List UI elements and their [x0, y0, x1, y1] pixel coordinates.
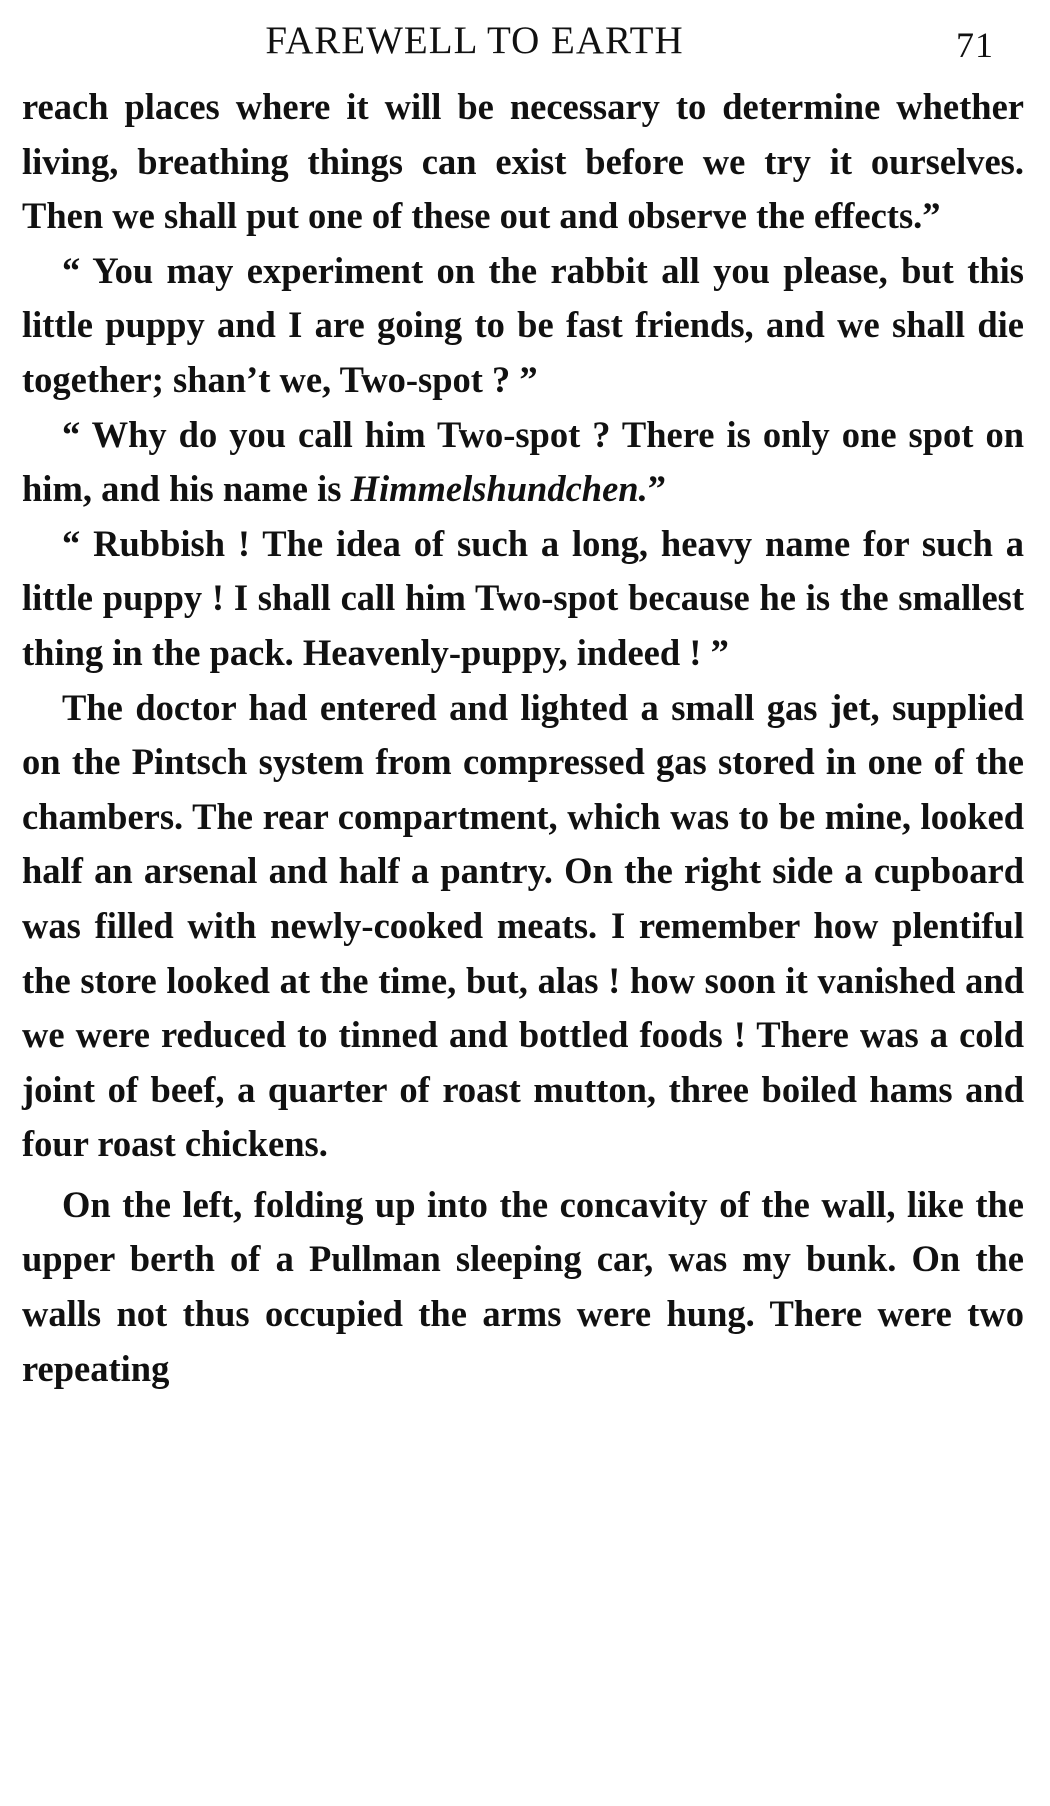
book-page: [22, 14, 1030, 1396]
paragraph-narrative-2: On the left, folding up into the concavity of the wall, like the upper berth of a Pullman sleeping car, was my bunk. On the walls not thus occupied the arms were hung. There were two repeating: [22, 1183, 1024, 1389]
running-header: [22, 14, 1030, 70]
closing-quote: ”: [647, 468, 666, 510]
paragraph-continued: reach places where it will be necessary to determine whether living, breathing things can exist before we try it ourselves. Then we shall put one of these out and observe the effects.”: [22, 86, 1024, 237]
paragraph-narrative-1: The doctor had entered and lighted a small gas jet, supplied on the Pintsch system from compressed gas stored in one of the chambers. The rear compartment, which was to be mine, looked half an arsenal and half a pantry. On the right side a cupboard was filled with newly-cooked meats. I remember how plentiful the store looked at the time, but, alas ! how soon it vanished and we were reduced to tinned and bottled foods ! There was a cold joint of beef, a quarter of roast mutton, three boiled hams and four roast chickens.: [22, 686, 1024, 1165]
page-number: 71: [956, 25, 994, 65]
paragraph-text: “ Why do you call him Two-spot ? There is only one spot on him, and his name is: [22, 413, 1024, 510]
paragraph-dialogue-2: [22, 408, 1024, 517]
running-title: FAREWELL TO EARTH: [265, 19, 684, 62]
italic-dog-name: Himmelshundchen.: [350, 468, 648, 510]
paragraph-dialogue-3: “ Rubbish ! The idea of such a long, heavy name for such a little puppy ! I shall call him Two-spot because he is the smallest thing in the pack. Heavenly-puppy, indeed ! ”: [22, 522, 1024, 673]
body-text: [22, 80, 1024, 1396]
paragraph-dialogue-1: “ You may experiment on the rabbit all you please, but this little puppy and I are going to be fast friends, and we shall die together; shan’t we, Two-spot ? ”: [22, 249, 1024, 400]
